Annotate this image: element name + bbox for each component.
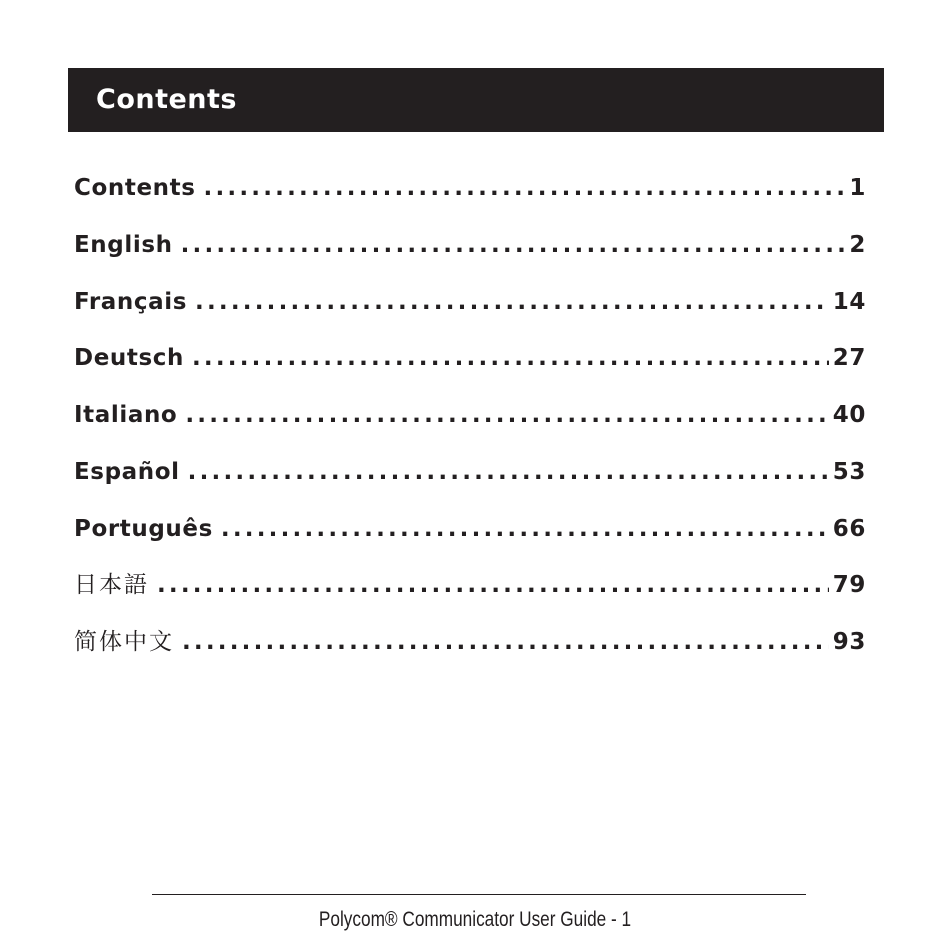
- toc-dot-leader: [181, 227, 846, 263]
- toc-page-number: 79: [832, 572, 866, 599]
- toc-entry-label: English: [74, 231, 173, 258]
- toc-page-number: 66: [832, 515, 866, 542]
- toc-entry-label: Español: [74, 458, 180, 485]
- toc-page-number: 2: [849, 231, 866, 258]
- toc-dot-leader: [182, 624, 829, 660]
- toc-entry-english[interactable]: [74, 227, 866, 284]
- toc-entry-deutsch[interactable]: [74, 340, 866, 397]
- toc-dot-leader: [188, 454, 829, 490]
- toc-entry-label: Deutsch: [74, 345, 184, 372]
- toc-entry-label: 日本語: [74, 572, 149, 599]
- toc-entry-label: Contents: [74, 175, 196, 201]
- toc-page-number: 93: [832, 629, 866, 655]
- toc-dot-leader: [157, 567, 829, 603]
- toc-entry-label: Italiano: [74, 402, 178, 428]
- toc-page-number: 40: [832, 402, 866, 428]
- toc-page-number: 53: [832, 458, 866, 485]
- toc-entry-francais[interactable]: [74, 284, 866, 341]
- toc-dot-leader: [195, 284, 829, 320]
- toc-entry-italiano[interactable]: [74, 397, 866, 454]
- toc-entry-portugues[interactable]: [74, 511, 866, 568]
- toc-dot-leader: [221, 511, 829, 547]
- toc-entry-japanese[interactable]: [74, 567, 866, 624]
- toc-entry-contents[interactable]: [74, 170, 866, 227]
- toc-page-number: 27: [832, 345, 866, 372]
- toc-dot-leader: [185, 397, 828, 433]
- page-title: Contents: [96, 84, 238, 115]
- contents-header-bar: [68, 68, 884, 132]
- toc-dot-leader: [204, 170, 846, 206]
- toc-page-number: 14: [832, 288, 866, 315]
- toc-entry-label: Français: [74, 288, 188, 315]
- table-of-contents: [74, 170, 866, 681]
- toc-entry-simplified-chinese[interactable]: [74, 624, 866, 681]
- footer-divider: [152, 894, 806, 895]
- toc-page-number: 1: [849, 175, 866, 201]
- toc-entry-label: Português: [74, 515, 213, 542]
- toc-dot-leader: [192, 340, 829, 376]
- page-footer: Polycom® Communicator User Guide - 1: [318, 908, 632, 931]
- toc-entry-label: 简体中文: [74, 629, 174, 655]
- toc-entry-espanol[interactable]: [74, 454, 866, 511]
